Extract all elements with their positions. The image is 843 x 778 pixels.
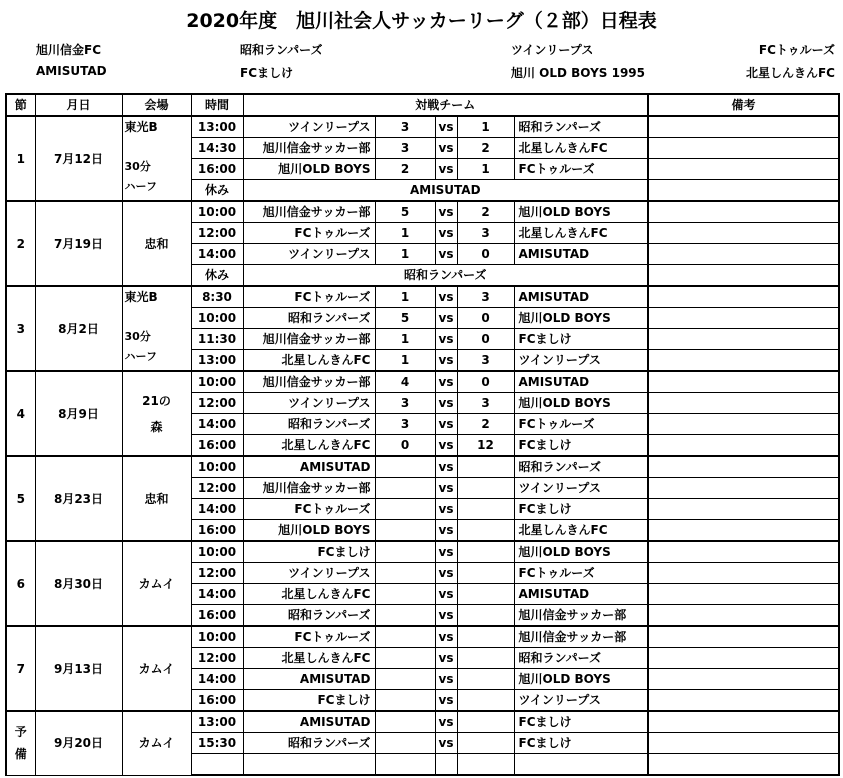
- notes-cell: [648, 690, 839, 712]
- away-team: 北星しんきんFC: [514, 138, 648, 159]
- time-cell: 12:00: [191, 223, 243, 244]
- team-label: 昭和ランパーズ: [240, 43, 323, 57]
- away-team: 旭川OLD BOYS: [514, 308, 648, 329]
- time-cell: 16:00: [191, 520, 243, 542]
- notes-cell: [648, 499, 839, 520]
- section-first-row: [6, 371, 839, 393]
- venue-cell: [122, 541, 191, 626]
- rest-label: 休み: [191, 265, 243, 287]
- away-score: [457, 520, 514, 542]
- date-cell: 7月12日: [35, 116, 122, 201]
- notes-cell: [648, 329, 839, 350]
- away-team: 北星しんきんFC: [514, 223, 648, 244]
- home-score: 3: [375, 393, 435, 414]
- notes-cell: [648, 669, 839, 690]
- team-label: 北星しんきんFC: [745, 66, 835, 80]
- venue-name: 忠和: [144, 236, 169, 251]
- away-score: [457, 690, 514, 712]
- home-score: 4: [375, 371, 435, 393]
- notes-cell: [648, 265, 839, 287]
- notes-cell: [648, 244, 839, 265]
- venue-name: 東光B: [124, 290, 158, 304]
- away-team: 旭川OLD BOYS: [514, 393, 648, 414]
- time-cell: 15:30: [191, 733, 243, 754]
- away-team: FCましけ: [514, 435, 648, 457]
- home-score: [375, 456, 435, 478]
- home-team: AMISUTAD: [243, 711, 375, 733]
- home-score: 3: [375, 414, 435, 435]
- home-score: [375, 626, 435, 648]
- home-team: 昭和ランパーズ: [243, 605, 375, 627]
- notes-cell: [648, 180, 839, 202]
- section-first-row: [6, 456, 839, 478]
- time-cell: 12:00: [191, 563, 243, 584]
- header-date: 月日: [35, 94, 122, 116]
- away-team: 旭川OLD BOYS: [514, 201, 648, 223]
- away-score: 3: [457, 286, 514, 308]
- venue-name: 東光B: [124, 120, 158, 134]
- vs-label: vs: [435, 371, 457, 393]
- notes-cell: [648, 626, 839, 648]
- date-cell: 9月13日: [35, 626, 122, 711]
- away-score: [457, 733, 514, 754]
- page-title: 2020年度 旭川社会人サッカーリーグ（２部）日程表: [186, 10, 657, 32]
- away-score: 3: [457, 393, 514, 414]
- date-cell: 8月30日: [35, 541, 122, 626]
- team-label: 旭川信金FC: [36, 43, 102, 57]
- home-score: [375, 605, 435, 627]
- home-score: [375, 711, 435, 733]
- home-team: 北星しんきんFC: [243, 584, 375, 605]
- away-team: AMISUTAD: [514, 244, 648, 265]
- away-team: ツインリープス: [514, 690, 648, 712]
- venue-note: ハーフ: [124, 180, 157, 193]
- venue-cell: [122, 116, 191, 201]
- time-cell: 10:00: [191, 308, 243, 329]
- away-score: [457, 626, 514, 648]
- vs-label: vs: [435, 223, 457, 244]
- setsu-cell: 6: [6, 541, 35, 626]
- home-team: FCトゥルーズ: [243, 499, 375, 520]
- notes-cell: [648, 648, 839, 669]
- vs-label: vs: [435, 393, 457, 414]
- time-cell: 14:00: [191, 669, 243, 690]
- schedule-table: [5, 93, 840, 776]
- home-score: 1: [375, 350, 435, 372]
- time-cell: 8:30: [191, 286, 243, 308]
- home-team: 昭和ランパーズ: [243, 308, 375, 329]
- vs-label: vs: [435, 711, 457, 733]
- away-score: [457, 648, 514, 669]
- notes-cell: [648, 371, 839, 393]
- away-score: 3: [457, 223, 514, 244]
- notes-cell: [648, 605, 839, 627]
- home-score: [375, 690, 435, 712]
- venue-name: カムイ: [138, 736, 175, 751]
- vs-label: vs: [435, 138, 457, 159]
- notes-cell: [648, 286, 839, 308]
- date-cell: 8月2日: [35, 286, 122, 371]
- home-score: [375, 478, 435, 499]
- time-cell: 10:00: [191, 541, 243, 563]
- notes-cell: [648, 733, 839, 754]
- home-team: FCトゥルーズ: [243, 626, 375, 648]
- header-venue: 会場: [122, 94, 191, 116]
- home-team: 北星しんきんFC: [243, 648, 375, 669]
- setsu-cell: 4: [6, 371, 35, 456]
- setsu-cell: 1: [6, 116, 35, 201]
- header-time: 時間: [191, 94, 243, 116]
- team-label: FCトゥルーズ: [758, 43, 835, 57]
- vs-label: vs: [435, 201, 457, 223]
- rest-team: AMISUTAD: [243, 180, 648, 202]
- home-team: FCましけ: [243, 690, 375, 712]
- away-team: 昭和ランパーズ: [514, 648, 648, 669]
- away-team: FCましけ: [514, 711, 648, 733]
- time-cell: 10:00: [191, 371, 243, 393]
- away-score: 12: [457, 435, 514, 457]
- time-cell: 12:00: [191, 648, 243, 669]
- notes-cell: [648, 159, 839, 180]
- home-score: 5: [375, 308, 435, 329]
- vs-label: [435, 754, 457, 776]
- home-team: 旭川信金サッカー部: [243, 371, 375, 393]
- away-score: [457, 541, 514, 563]
- time-cell: 12:00: [191, 393, 243, 414]
- vs-label: vs: [435, 648, 457, 669]
- vs-label: vs: [435, 329, 457, 350]
- notes-cell: [648, 584, 839, 605]
- away-team: FCトゥルーズ: [514, 414, 648, 435]
- time-cell: 10:00: [191, 626, 243, 648]
- header-match: 対戦チーム: [243, 94, 648, 116]
- home-team: FCトゥルーズ: [243, 286, 375, 308]
- vs-label: vs: [435, 499, 457, 520]
- header-row: [6, 94, 839, 116]
- team-label: 旭川 OLD BOYS 1995: [511, 66, 645, 80]
- venue-note: 30分: [124, 160, 151, 173]
- header-notes: 備考: [648, 94, 839, 116]
- date-cell: 7月19日: [35, 201, 122, 286]
- away-score: [457, 563, 514, 584]
- home-team: [243, 754, 375, 776]
- notes-cell: [648, 435, 839, 457]
- away-team: 旭川信金サッカー部: [514, 605, 648, 627]
- home-score: [375, 733, 435, 754]
- home-score: [375, 563, 435, 584]
- home-score: [375, 584, 435, 605]
- vs-label: vs: [435, 478, 457, 499]
- home-team: 旭川信金サッカー部: [243, 478, 375, 499]
- venue-spacer: [125, 307, 189, 327]
- notes-cell: [648, 563, 839, 584]
- notes-cell: [648, 754, 839, 776]
- home-score: [375, 669, 435, 690]
- home-team: FCトゥルーズ: [243, 223, 375, 244]
- vs-label: vs: [435, 690, 457, 712]
- away-score: 2: [457, 201, 514, 223]
- notes-cell: [648, 116, 839, 138]
- notes-cell: [648, 711, 839, 733]
- home-score: [375, 754, 435, 776]
- home-score: [375, 541, 435, 563]
- away-score: [457, 669, 514, 690]
- home-team: 昭和ランパーズ: [243, 414, 375, 435]
- home-score: 1: [375, 244, 435, 265]
- notes-cell: [648, 520, 839, 542]
- rest-label: 休み: [191, 180, 243, 202]
- home-score: [375, 648, 435, 669]
- home-score: 1: [375, 223, 435, 244]
- away-score: [457, 584, 514, 605]
- setsu-cell: 5: [6, 456, 35, 541]
- vs-label: vs: [435, 456, 457, 478]
- venue-name: カムイ: [138, 576, 175, 591]
- section-first-row: [6, 711, 839, 733]
- time-cell: 13:00: [191, 711, 243, 733]
- home-score: 5: [375, 201, 435, 223]
- away-team: FCトゥルーズ: [514, 159, 648, 180]
- team-label: AMISUTAD: [36, 64, 107, 78]
- time-cell: 10:00: [191, 456, 243, 478]
- home-score: 1: [375, 286, 435, 308]
- away-team: 北星しんきんFC: [514, 520, 648, 542]
- away-team: AMISUTAD: [514, 584, 648, 605]
- section-first-row: [6, 116, 839, 138]
- time-cell: 12:00: [191, 478, 243, 499]
- venue-note: 30分: [124, 330, 151, 343]
- away-team: 旭川信金サッカー部: [514, 626, 648, 648]
- away-team: ツインリープス: [514, 478, 648, 499]
- date-cell: 9月20日: [35, 711, 122, 775]
- away-score: 3: [457, 350, 514, 372]
- home-score: [375, 520, 435, 542]
- venue-spacer: [125, 137, 189, 157]
- away-score: 1: [457, 116, 514, 138]
- away-score: [457, 499, 514, 520]
- away-team: ツインリープス: [514, 350, 648, 372]
- home-team: 北星しんきんFC: [243, 350, 375, 372]
- away-team: AMISUTAD: [514, 286, 648, 308]
- setsu-cell: 7: [6, 626, 35, 711]
- home-team: 北星しんきんFC: [243, 435, 375, 457]
- venue-note: ハーフ: [124, 350, 157, 363]
- rest-team: 昭和ランパーズ: [243, 265, 648, 287]
- venue-cell: [122, 201, 191, 286]
- section-first-row: [6, 286, 839, 308]
- vs-label: vs: [435, 435, 457, 457]
- venue-name: 21の: [142, 393, 171, 408]
- away-team: 旭川OLD BOYS: [514, 669, 648, 690]
- away-team: FCトゥルーズ: [514, 563, 648, 584]
- home-score: 3: [375, 138, 435, 159]
- date-cell: 8月9日: [35, 371, 122, 456]
- away-score: [457, 456, 514, 478]
- away-score: 0: [457, 308, 514, 329]
- notes-cell: [648, 478, 839, 499]
- vs-label: vs: [435, 733, 457, 754]
- away-score: 1: [457, 159, 514, 180]
- away-score: [457, 754, 514, 776]
- time-cell: 13:00: [191, 350, 243, 372]
- away-team: FCましけ: [514, 329, 648, 350]
- away-score: [457, 711, 514, 733]
- section-first-row: [6, 201, 839, 223]
- vs-label: vs: [435, 584, 457, 605]
- time-cell: 10:00: [191, 201, 243, 223]
- home-team: 旭川信金サッカー部: [243, 329, 375, 350]
- vs-label: vs: [435, 350, 457, 372]
- home-score: 2: [375, 159, 435, 180]
- header-setsu: 節: [6, 94, 35, 116]
- away-score: 0: [457, 329, 514, 350]
- vs-label: vs: [435, 308, 457, 329]
- section-first-row: [6, 541, 839, 563]
- time-cell: 16:00: [191, 690, 243, 712]
- vs-label: vs: [435, 414, 457, 435]
- date-cell: 8月23日: [35, 456, 122, 541]
- venue-cell: [122, 371, 191, 456]
- time-cell: 16:00: [191, 605, 243, 627]
- vs-label: vs: [435, 116, 457, 138]
- home-team: 旭川OLD BOYS: [243, 159, 375, 180]
- time-cell: 11:30: [191, 329, 243, 350]
- notes-cell: [648, 138, 839, 159]
- home-team: 旭川信金サッカー部: [243, 201, 375, 223]
- notes-cell: [648, 350, 839, 372]
- vs-label: vs: [435, 605, 457, 627]
- home-team: 昭和ランパーズ: [243, 733, 375, 754]
- home-score: 3: [375, 116, 435, 138]
- venue-cell: [122, 456, 191, 541]
- vs-label: vs: [435, 669, 457, 690]
- time-cell: 14:00: [191, 499, 243, 520]
- time-cell: 16:00: [191, 159, 243, 180]
- away-score: 2: [457, 138, 514, 159]
- venue-name-line2: 森: [150, 419, 163, 434]
- schedule-body: [6, 116, 839, 775]
- away-score: [457, 605, 514, 627]
- home-team: AMISUTAD: [243, 456, 375, 478]
- away-team: 旭川OLD BOYS: [514, 541, 648, 563]
- home-team: 旭川信金サッカー部: [243, 138, 375, 159]
- away-team: [514, 754, 648, 776]
- away-team: 昭和ランパーズ: [514, 456, 648, 478]
- notes-cell: [648, 308, 839, 329]
- setsu-cell: 3: [6, 286, 35, 371]
- home-score: 0: [375, 435, 435, 457]
- home-team: ツインリープス: [243, 563, 375, 584]
- away-team: FCましけ: [514, 499, 648, 520]
- setsu-cell: 予備: [6, 711, 35, 775]
- venue-cell: [122, 711, 191, 775]
- venue-cell: [122, 286, 191, 371]
- away-score: [457, 478, 514, 499]
- notes-cell: [648, 541, 839, 563]
- away-team: 昭和ランパーズ: [514, 116, 648, 138]
- home-team: ツインリープス: [243, 116, 375, 138]
- notes-cell: [648, 201, 839, 223]
- away-score: 2: [457, 414, 514, 435]
- vs-label: vs: [435, 244, 457, 265]
- time-cell: 13:00: [191, 116, 243, 138]
- home-team: AMISUTAD: [243, 669, 375, 690]
- venue-name: 忠和: [144, 491, 169, 506]
- time-cell: 16:00: [191, 435, 243, 457]
- away-team: AMISUTAD: [514, 371, 648, 393]
- time-cell: 14:00: [191, 414, 243, 435]
- vs-label: vs: [435, 159, 457, 180]
- vs-label: vs: [435, 626, 457, 648]
- setsu-cell: 2: [6, 201, 35, 286]
- home-team: 旭川OLD BOYS: [243, 520, 375, 542]
- away-score: 0: [457, 244, 514, 265]
- home-score: [375, 499, 435, 520]
- vs-label: vs: [435, 563, 457, 584]
- venue-name: カムイ: [138, 661, 175, 676]
- home-team: ツインリープス: [243, 244, 375, 265]
- notes-cell: [648, 456, 839, 478]
- time-cell: 14:00: [191, 244, 243, 265]
- section-first-row: [6, 626, 839, 648]
- home-team: ツインリープス: [243, 393, 375, 414]
- time-cell: [191, 754, 243, 776]
- venue-cell: [122, 626, 191, 711]
- vs-label: vs: [435, 286, 457, 308]
- notes-cell: [648, 393, 839, 414]
- team-label: ツインリープス: [511, 43, 594, 57]
- vs-label: vs: [435, 541, 457, 563]
- time-cell: 14:00: [191, 584, 243, 605]
- notes-cell: [648, 414, 839, 435]
- away-score: 0: [457, 371, 514, 393]
- home-team: FCましけ: [243, 541, 375, 563]
- time-cell: 14:30: [191, 138, 243, 159]
- vs-label: vs: [435, 520, 457, 542]
- away-team: FCましけ: [514, 733, 648, 754]
- team-label: FCましけ: [240, 66, 294, 80]
- home-score: 1: [375, 329, 435, 350]
- notes-cell: [648, 223, 839, 244]
